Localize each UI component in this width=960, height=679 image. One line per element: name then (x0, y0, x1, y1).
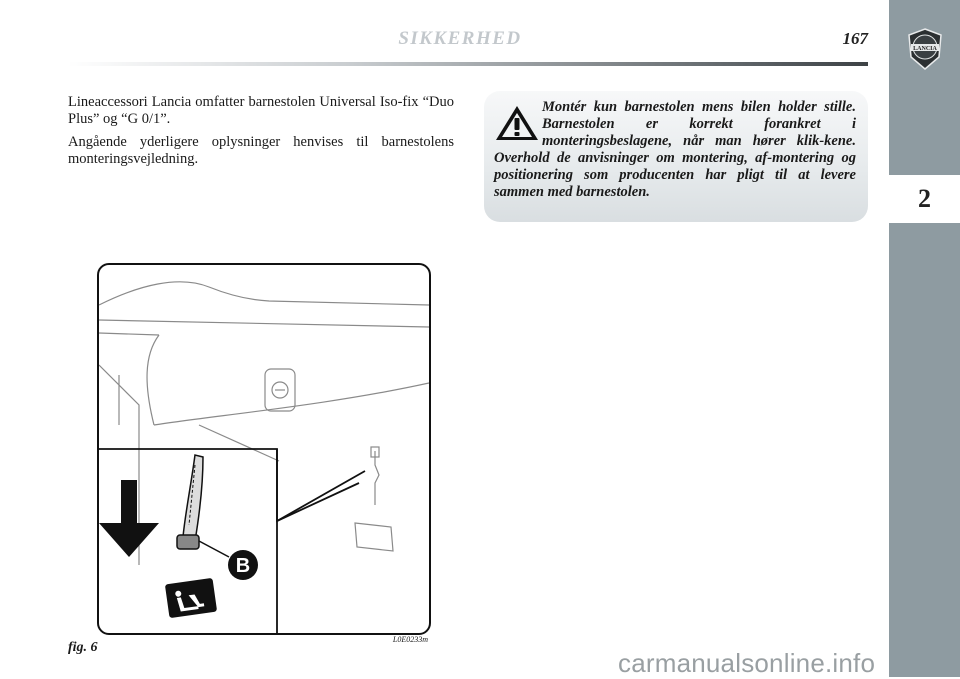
figure-code: L0E0233m (392, 635, 428, 644)
chapter-sidebar (889, 0, 960, 677)
chapter-number: 2 (918, 184, 931, 213)
paragraph-intro: Lineaccessori Lancia omfatter barnestolen Universal Iso-fix “Duo Plus” og “G 0/1”. (68, 94, 454, 127)
child-seat-anchor-drawing (99, 265, 429, 633)
logo-text: LANCIA (913, 46, 937, 52)
figure-caption: fig. 6 (68, 640, 98, 655)
figure-illustration (97, 263, 431, 635)
lancia-logo-icon (906, 27, 944, 71)
page-number: 167 (842, 29, 868, 48)
callout-b-label: B (235, 555, 251, 577)
warning-text: Montér kun barnestolen mens bilen holder stille. Barnestolen er korrekt forankret i monteringsbeslagene, når man hører klik-kene. Overhold de anvisninger om montering, af-montering og positionering som producenten har pligt til at levere sammen med barnestolen. (494, 99, 856, 200)
chapter-tab[interactable] (889, 175, 960, 223)
body-text (68, 94, 454, 174)
section-title: SIKKERHED (398, 28, 522, 49)
paragraph-reference: Angående yderligere oplysninger henvises til barnestolens monteringsvejledning. (68, 134, 454, 167)
header-rule (68, 62, 868, 66)
watermark-text: carmanualsonline.info (618, 648, 876, 678)
